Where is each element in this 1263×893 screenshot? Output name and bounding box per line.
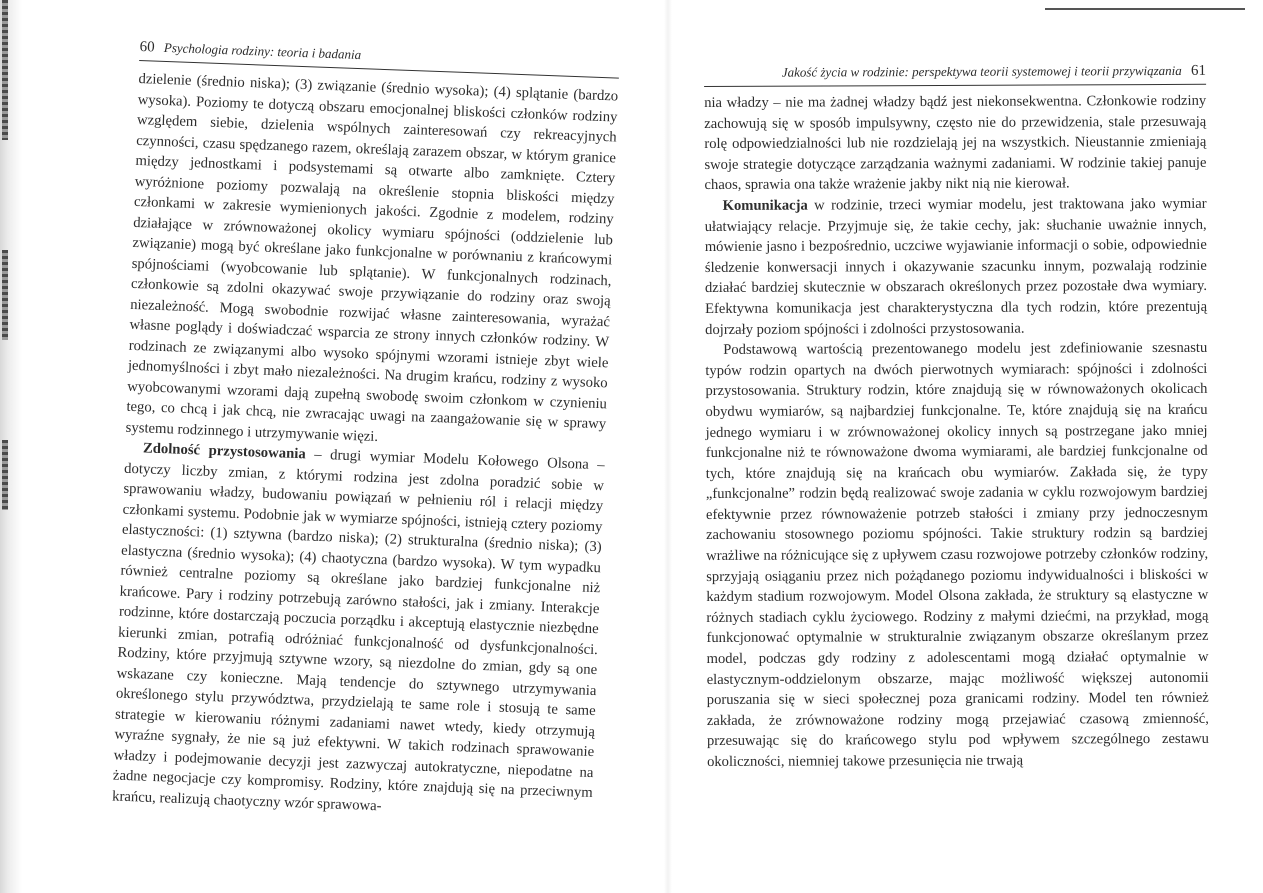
term-heading: Komunikacja <box>722 197 808 214</box>
right-page <box>704 62 1209 864</box>
left-running-title: Psychologia rodziny: teoria i badania <box>163 39 362 63</box>
left-page <box>112 38 620 815</box>
term-heading: Zdolność przystosowania <box>142 440 306 463</box>
binding-shadow-mark <box>2 0 8 140</box>
paragraph-text: dzielenie (średnio niska); (3) związanie (średnio wysoka); (4) splątanie (bardzo wysoka). Poziomy te dotyczą obszaru emocjonalnej bliskości członków rodziny względem siebie, dzielenia wspólnych zainteresowań czy rekreacyjnych czynności, czasu spędzanego razem, określają zarazem obszar, w którym granice między jednostkami i podsystemami są otwarte albo zamknięte. Cztery wyróżnione poziomy pozwalają na określenie stopnia bliskości między członkami w zakresie wymienionych jakości. Zgodnie z modelem, rodziny działające w zrównoważonej okolicy wymiaru spójności (oddzielenie lub związanie) mogą być określane jako funkcjonalne w porównaniu z krańcowymi spójnościami (wyobcowanie lub splątanie). W funkcjonalnych rodzinach, członkowie są zdolni okazywać swoje przywiązanie do rodziny oraz swoją niezależność. Mogą swobodnie rozwijać własne zainteresowania, wyrażać własne poglądy i doświadczać wsparcia ze strony innych członków rodziny. W rodzinach ze związanymi albo wysoko spójnymi wzorami istnieje zbyt wiele jednomyślności i zbyt mało niezależności. Na drugim krańcu, rodziny z wysoko wyobcowanymi wzorami dają zupełną swobodę swoim członkom w czynieniu tego, co chcą i jak chcą, nie zwracając uwagi na zaangażowanie się w sprawy systemu rodzinnego i utrzymywanie więzi. <box>125 70 619 445</box>
paragraph-text: – drugi wymiar Modelu Kołowego Olsona – dotyczy liczby zmian, z którymi rodzina jest zdolna poradzić sobie w sprawowaniu władzy, budowaniu powiązań w pełnieniu ról i relacji między członkami systemu. Podobnie jak w wymiarze spójności, istnieją cztery poziomy elastyczności: (1) sztywna (bardzo niska); (2) strukturalna (średnio niska); (3) elastyczna (średnio wysoka); (4) chaotyczna (bardzo wysoka). W tym wypadku również centralne poziomy są określane jako bardziej funkcjonalne niż krańcowe. Pary i rodziny potrzebują zarówno stałości, jak i zmiany. Interakcje rodzinne, które dostarczają poczucia porządku i akceptują elastycznie niezbędne kierunki zmian, potrafią odróżniać funkcjonalność od dysfunkcjonalności. Rodziny, które przyjmują sztywne wzory, są niezdolne do zmian, gdy są one wskazane czy konieczne. Mają tendencje do sztywnego utrzymywania określonego stylu przywództwa, przydzielają te same role i stosują te same strategie w kierowaniu różnymi zadaniami nawet wtedy, kiedy otrzymują wyraźne sygnały, że nie są już efektywni. W takich rodzinach sprawowanie władzy i podejmowanie decyzji jest zazwyczaj autokratyczne, niepodatne na żadne negocjacje czy kompromisy. Rodziny, które znajdują się na przeciwnym krańcu, realizują chaotyczny wzór sprawowa- <box>111 446 605 814</box>
paragraph <box>125 69 618 455</box>
paragraph <box>112 438 605 824</box>
paragraph <box>704 91 1206 196</box>
paragraph <box>705 194 1208 340</box>
left-page-body <box>112 69 619 824</box>
top-edge-rule <box>1045 8 1245 10</box>
right-running-title: Jakość życia w rodzinie: perspektywa teorii systemowej i teorii przywiązania <box>781 62 1182 80</box>
right-page-body <box>704 91 1209 773</box>
paragraph-text: Podstawową wartością prezentowanego modelu jest zdefiniowanie szesnastu typów rodzin opartych na dwóch pierwotnych wymiarach: spójności i zdolności przystosowania. Struktury rodzin, które znajdują się w równoważonych okolicach obydwu wymiarów, są najbardziej funkcjonalne. Te, które znajdują się na krańcu jednego wymiaru i w zrównoważonej okolicy innych są postrzegane jako mniej funkcjonalne niż te równoważone dwoma wymiarami, ale bardziej funkcjonalne od tych, które znajdują się na krańcach obu wymiarów. Zakłada się, że typy „funkcjonalne” rodzin będą realizować swoje zadania w cyklu rozwojowym bardziej efektywnie przez równoważenie potrzeb stałości i zmiany przy jednoczesnym zachowaniu stosownego poziomu spójności. Takie struktury rodzin są bardziej wrażliwe na różnicujące się z upływem czasu rozwojowe potrzeby członków rodziny, sprzyjają osiąganiu przez nich pożądanego poziomu indywidualności i bliskości w każdym stadium rozwojowym. Model Olsona zakłada, że struktury są elastyczne w różnych stadiach cyklu życiowego. Rodziny z małymi dziećmi, na przykład, mogą funkcjonować optymalnie w strukturalnie związanym obszarze określanym przez model, podczas gdy rodziny z adolescentami mogą działać optymalnie w elastycznym-oddzielonym obszarze, mając możliwość większej autonomii poruszania się w sieci społecznej poza granicami rodziny. Model ten również zakłada, że zrównoważone rodziny mogą przejawiać czasową zmienność, przesuwając się do krańcowego stylu pod wpływem szczególnego zestawu okoliczności, niemniej takowe przesunięcia nie trwają <box>705 339 1209 770</box>
right-page-number: 61 <box>1190 62 1207 79</box>
right-running-head <box>704 62 1206 82</box>
book-gutter <box>664 0 672 893</box>
paragraph <box>705 338 1209 773</box>
right-head-rule <box>704 84 1206 87</box>
left-page-number: 60 <box>139 38 155 56</box>
binding-shadow-mark <box>2 440 8 510</box>
paragraph-text: nia władzy – nie ma żadnej władzy bądź jest niekonsekwentna. Członkowie rodziny zachowują się w sposób impulsywny, często nie do przewidzenia, stale przesuwają rolę odpowiedzialności lub nie rozdzielają jej na wszystkich. Nieustannie zmieniają swoje strategie dotyczące zarządzania ważnymi zadaniami. W rodzinie takiej panuje chaos, sprawia ona także wrażenie jakby nikt nią nie kierował. <box>704 92 1207 194</box>
binding-shadow-mark <box>2 250 8 340</box>
scan-binding-edge <box>0 0 22 893</box>
paragraph-text: w rodzinie, trzeci wymiar modelu, jest traktowana jako wymiar ułatwiający relacje. Przyjmuje się, że takie cechy, jak: słuchanie uważnie innych, mówienie jasno i bezpośrednio, uczciwe wyjawianie informacji o sobie, odpowiednie śledzenie konwersacji innych i okazywanie szacunku innym, pozwalają rodzinie działać bardziej skutecznie w obszarach określonych przez pozostałe dwa wymiary. Efektywna komunikacja jest charakterystyczna dla tych rodzin, które prezentują dojrzały poziom spójności i zdolności przystosowania. <box>704 195 1208 338</box>
